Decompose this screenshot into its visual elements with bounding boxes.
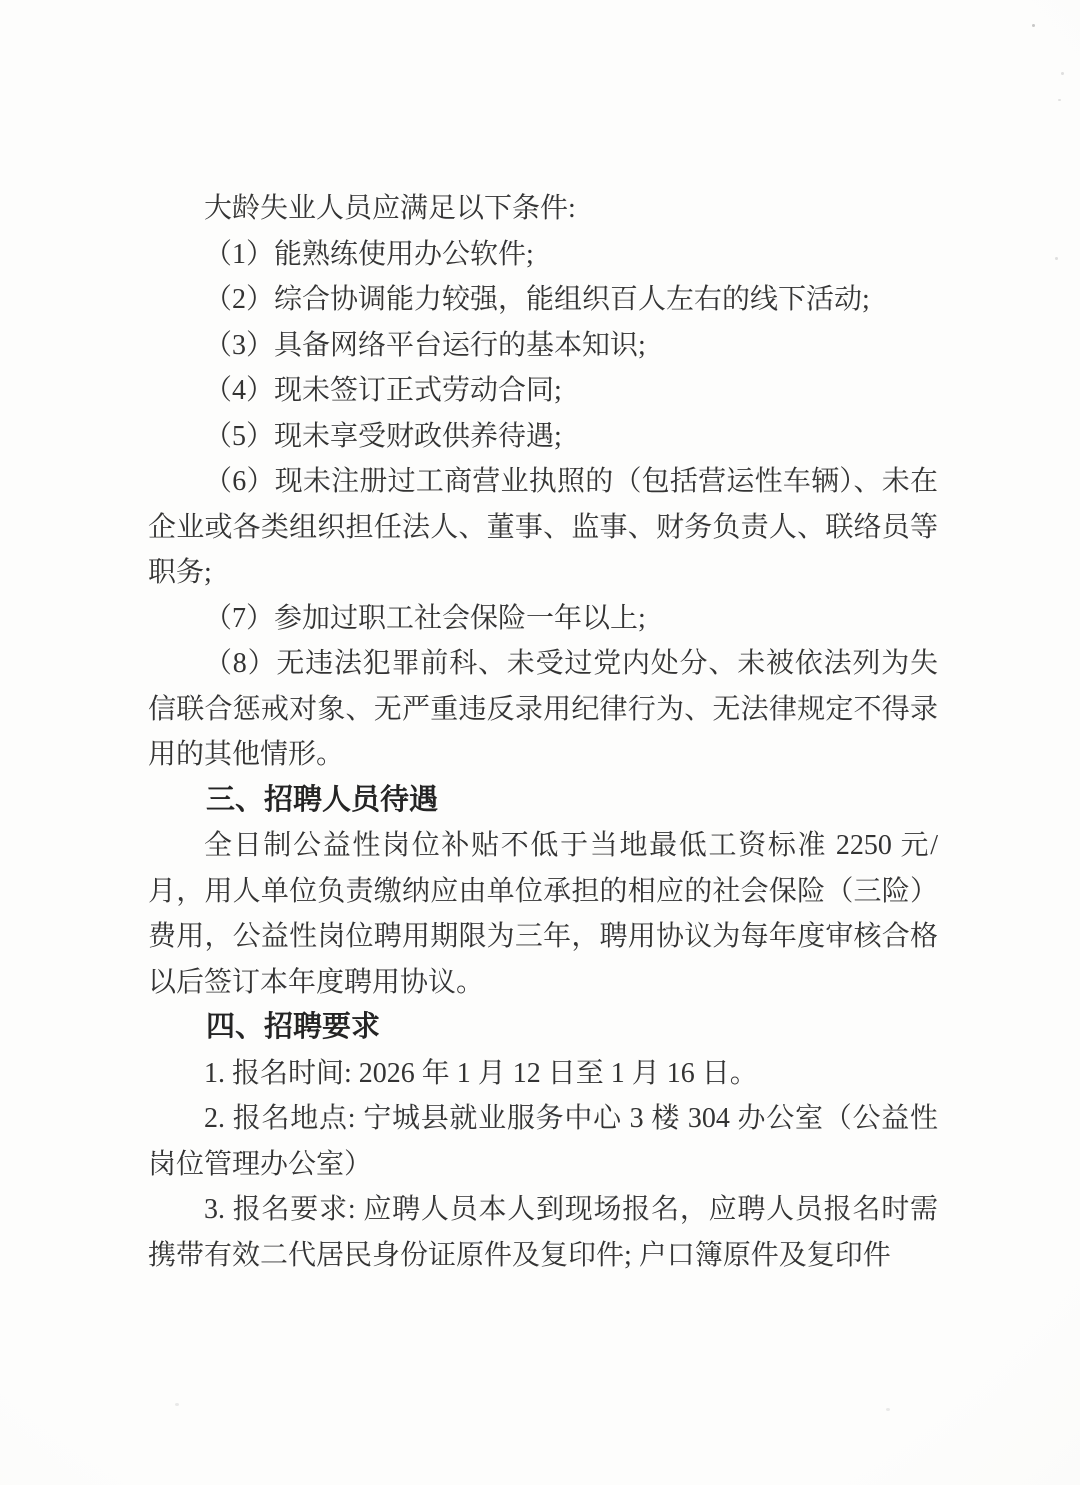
paragraph-condition-8: （8）无违法犯罪前科、未受过党内处分、未被依法列为失信联合惩戒对象、无严重违反录用纪律行为、无法律规定不得录用的其他情形。 (148, 648, 938, 770)
document-text-block (148, 186, 938, 1278)
paragraph-condition-5: （5）现未享受财政供养待遇; (204, 420, 562, 452)
paragraph-conditions-intro: 大龄失业人员应满足以下条件: (204, 193, 576, 224)
paragraph-treatment: 全日制公益性岗位补贴不低于当地最低工资标准 2250 元/月，用人单位负责缴纳应由单位承担的相应的社会保险（三险）费用，公益性岗位聘用期限为三年，聘用协议为每年度审核合格以后签订本年度聘用协议。 (148, 830, 938, 998)
paragraph-condition-1: （1）能熟练使用办公软件; (204, 238, 534, 270)
paragraph-condition-3: （3）具备网络平台运行的基本知识; (204, 329, 646, 361)
scan-speck (886, 1408, 890, 1411)
scan-speck (1061, 72, 1064, 75)
scan-speck (1058, 99, 1061, 101)
paragraph-apply-time: 1. 报名时间: 2026 年 1 月 12 日至 1 月 16 日。 (204, 1057, 758, 1089)
paragraph-condition-6: （6）现未注册过工商营业执照的（包括营运性车辆）、未在企业或各类组织担任法人、董事、监事、财务负责人、联络员等职务; (148, 466, 938, 588)
scan-speck (175, 1403, 179, 1406)
paragraph-condition-2: （2）综合协调能力较强，能组织百人左右的线下活动; (204, 284, 870, 315)
paragraph-apply-requirement: 3. 报名要求: 应聘人员本人到现场报名，应聘人员报名时需携带有效二代居民身份证原件及复印件; 户口簿原件及复印件 (148, 1194, 938, 1271)
paragraph-apply-place: 2. 报名地点: 宁城县就业服务中心 3 楼 304 办公室（公益性岗位管理办公室） (148, 1103, 938, 1180)
section-heading-treatment: 三、招聘人员待遇 (206, 783, 439, 816)
paragraph-condition-4: （4）现未签订正式劳动合同; (204, 375, 562, 406)
scan-speck (1032, 24, 1035, 27)
scan-speck (1055, 257, 1058, 260)
paragraph-condition-7: （7）参加过职工社会保险一年以上; (204, 602, 646, 634)
section-heading-requirements: 四、招聘要求 (206, 1011, 381, 1043)
